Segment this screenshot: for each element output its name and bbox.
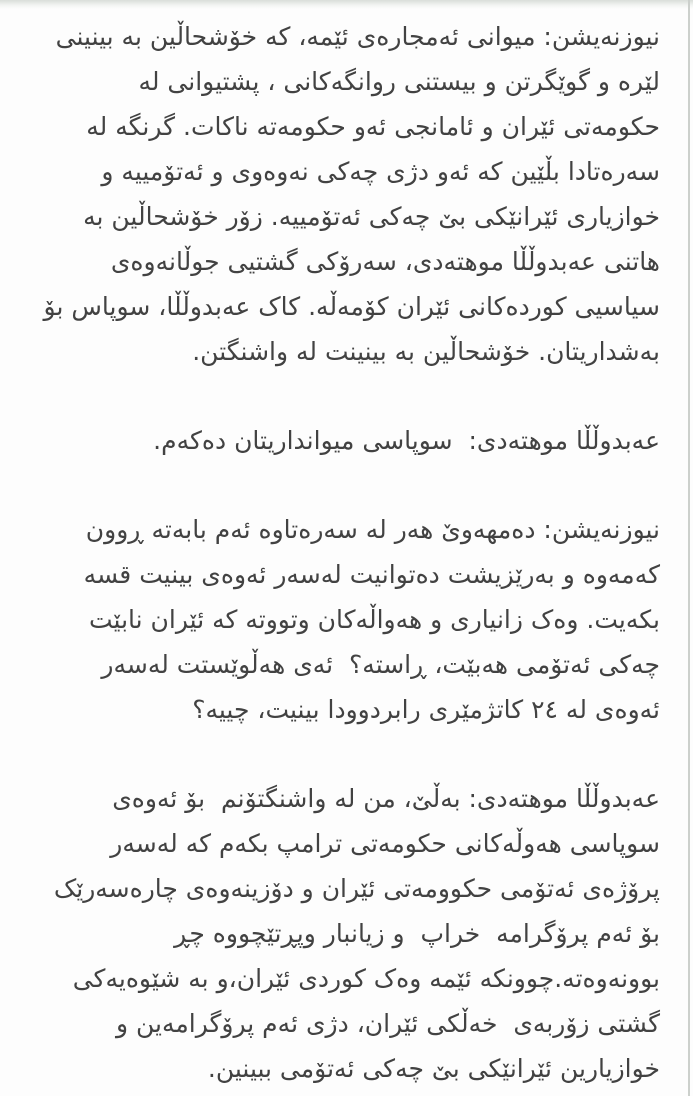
page-right-border xyxy=(688,0,690,1096)
paragraph-mohtadi-answer: عەبدوڵڵا موهتەدی: بەڵێ، من لە واشنگتۆنم بۆ ئەوەی سوپاسی هەوڵەکانی حکومەتی ترامپ بکەم کە لەسەر پرۆژەی ئەتۆمی حکوومەتی ئێران و دۆزینەوەی چارەسەرێک بۆ ئەم پرۆگرامە خراپ و زیانبار وپڕتێچووە چڕ بوونەوەتە.چوونکە ئێمە وەک کوردی ئێران،و بە شێوەیەکی گشتی زۆربەی خەڵکی ئێران، دژی ئەم پرۆگرامەین و خوازیارین ئێرانێکی بێ چەکی ئەتۆمی ببینین. xyxy=(45,784,660,1083)
paragraph-interviewer-intro: نیوزنەیشن: میوانی ئەمجارەی ئێمە، کە خۆشحاڵین بە بینینی لێرە و گوێگرتن و بیستنی روانگەکانی ، پشتیوانی لە حکومەتی ئێران و ئامانجی ئەو حکومەتە ناکات. گرنگە لە سەرەتادا بڵێین کە ئەو دژی چەکی نەوەوی و ئەتۆمییە و خوازیاری ئێرانێکی بێ چەکی ئەتۆمییە. زۆر خۆشحاڵین بە هاتنی عەبدوڵڵا موهتەدی، سەرۆکی گشتیی جوڵانەوەی سیاسیی کوردەکانی ئێران کۆمەڵە. کاک عەبدوڵڵا، سوپاس بۆ بەشداریتان. خۆشحاڵین بە بینینت لە واشنگتن. xyxy=(35,22,660,366)
paragraph-mohtadi-greeting: عەبدوڵڵا موهتەدی: سوپاسی میوانداریتان دەکەم. xyxy=(153,426,660,455)
top-edge-shade xyxy=(0,0,693,9)
paragraph-interviewer-question: نیوزنەیشن: دەمهەوێ هەر لە سەرەتاوە ئەم بابەتە ڕوون کەمەوە و بەرێزیشت دەتوانیت لەسەر ئەوەی بینیت قسە بکەیت. وەک زانیاری و هەواڵەکان وتووتە کە ئێران نابێت چەکی ئەتۆمی هەبێت، ڕاستە؟ ئەی هەڵوێستت لەسەر ئەوەی لە ٢٤ کاتژمێری رابردوودا بینیت، چییە؟ xyxy=(75,515,660,724)
